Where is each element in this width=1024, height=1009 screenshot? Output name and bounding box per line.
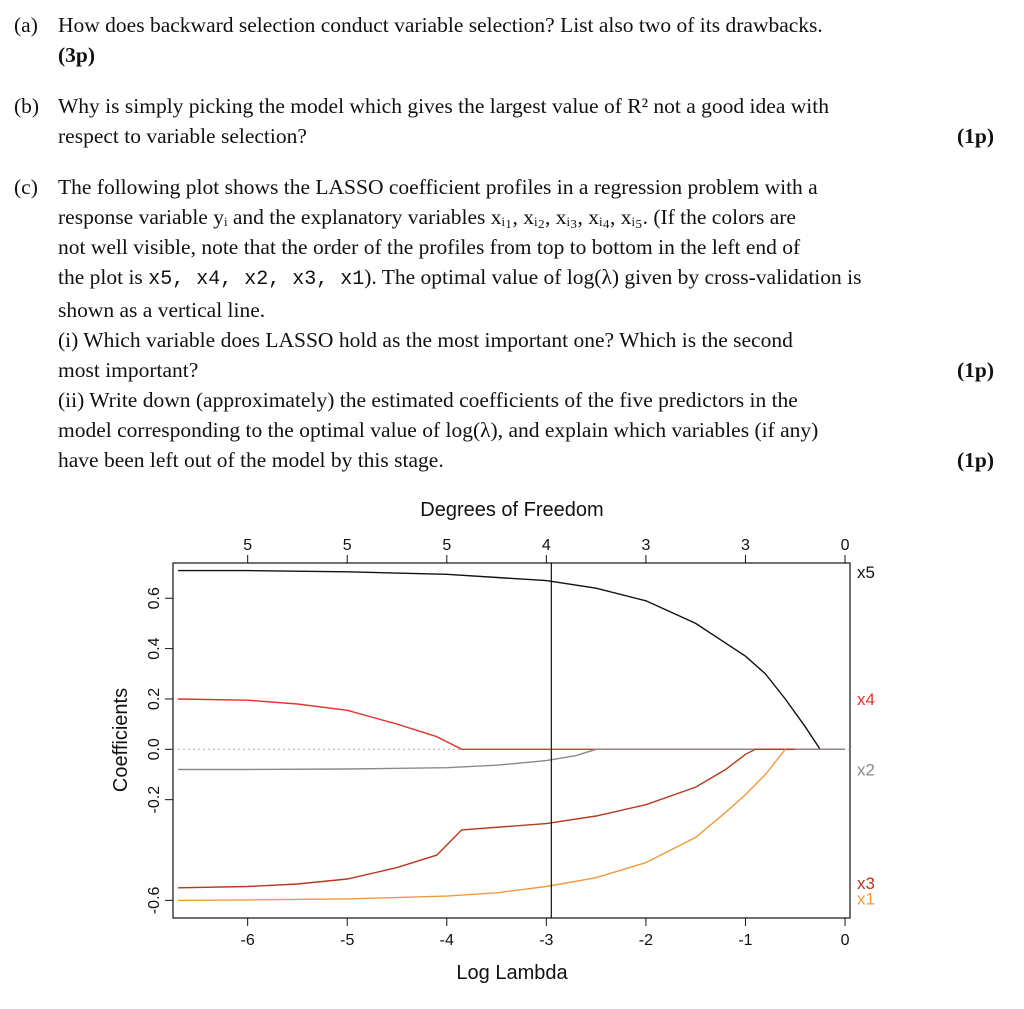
- question-a-text: How does backward selection conduct variable selection? List also two of its drawbacks.: [58, 13, 823, 37]
- top-tick-label: 5: [243, 537, 253, 554]
- question-c: [14, 172, 994, 475]
- question-c-i-line1: (i) Which variable does LASSO hold as the most important one? Which is the second: [58, 328, 793, 352]
- question-b-line2: respect to variable selection?: [58, 124, 307, 148]
- question-c-line1: The following plot shows the LASSO coefficient profiles in a regression problem with a: [58, 175, 818, 199]
- top-tick-label: 3: [641, 537, 651, 554]
- question-c-line3: not well visible, note that the order of the profiles from top to bottom in the left end of: [58, 235, 801, 259]
- question-c-label: (c): [14, 175, 38, 199]
- series-line-x2: [178, 749, 845, 769]
- plot-frame: [173, 563, 850, 918]
- y-tick-label: 0.2: [146, 687, 163, 711]
- y-tick-label: -0.6: [146, 886, 163, 915]
- question-c-line4b: ). The optimal value of log(λ) given by cross-validation is: [364, 265, 862, 289]
- series-label-x3: x3: [857, 873, 875, 893]
- plot-area: [146, 537, 875, 949]
- question-c-ii-points: (1p): [956, 448, 994, 472]
- question-c-i-line2: most important?: [58, 358, 199, 382]
- chart-title: Degrees of Freedom: [420, 499, 604, 521]
- y-axis-label: Coefficients: [110, 687, 132, 793]
- y-tick-label: 0.6: [146, 587, 163, 610]
- question-b-line1: Why is simply picking the model which gives the largest value of R² not a good idea with: [58, 94, 829, 118]
- top-tick-label: 4: [541, 537, 551, 554]
- question-a-label: (a): [14, 13, 38, 37]
- series-line-x4: [178, 699, 845, 749]
- x-tick-label: -2: [638, 932, 654, 949]
- y-tick-label: 0.0: [146, 738, 163, 761]
- question-c-ii-line3: have been left out of the model by this stage.: [58, 448, 444, 472]
- question-a: [14, 10, 994, 70]
- question-b-label: (b): [14, 94, 40, 118]
- question-c-line2: response variable yᵢ and the explanatory variables xᵢ₁, xᵢ₂, xᵢ₃, xᵢ₄, xᵢ₅. (If the colors are: [58, 205, 796, 229]
- series-line-x1: [178, 749, 785, 900]
- x-axis-label: Log Lambda: [456, 962, 568, 984]
- series-line-x5: [178, 571, 820, 750]
- y-tick-label: 0.4: [146, 637, 163, 660]
- x-tick-label: -1: [738, 932, 753, 949]
- x-tick-label: -4: [439, 932, 454, 949]
- x-tick-label: -6: [240, 932, 255, 949]
- series-label-x1: x1: [857, 889, 875, 909]
- series-label-x4: x4: [857, 689, 875, 709]
- question-c-ii-line2: model corresponding to the optimal value of log(λ), and explain which variables (if any): [58, 418, 819, 442]
- x-tick-label: 0: [840, 932, 850, 949]
- question-c-line5: shown as a vertical line.: [58, 298, 266, 322]
- top-tick-label: 5: [442, 537, 452, 554]
- question-c-i-points: (1p): [956, 358, 994, 382]
- question-c-line4a: the plot is: [58, 265, 143, 289]
- x-tick-label: -3: [539, 932, 554, 949]
- top-tick-label: 5: [342, 537, 352, 554]
- variable-order: x5, x4, x2, x3, x1: [148, 268, 365, 291]
- lasso-coefficient-plot: [0, 490, 1024, 1009]
- question-b-points: (1p): [956, 124, 994, 148]
- x-tick-label: -5: [340, 932, 355, 949]
- question-c-ii-line1: (ii) Write down (approximately) the estimated coefficients of the five predictors in the: [58, 388, 798, 412]
- y-tick-label: -0.2: [146, 785, 163, 814]
- top-tick-label: 0: [840, 537, 850, 554]
- question-a-points: (3p): [58, 43, 96, 67]
- top-tick-label: 3: [741, 537, 750, 554]
- series-label-x2: x2: [857, 760, 875, 780]
- series-label-x5: x5: [857, 563, 875, 582]
- question-b: [14, 91, 994, 151]
